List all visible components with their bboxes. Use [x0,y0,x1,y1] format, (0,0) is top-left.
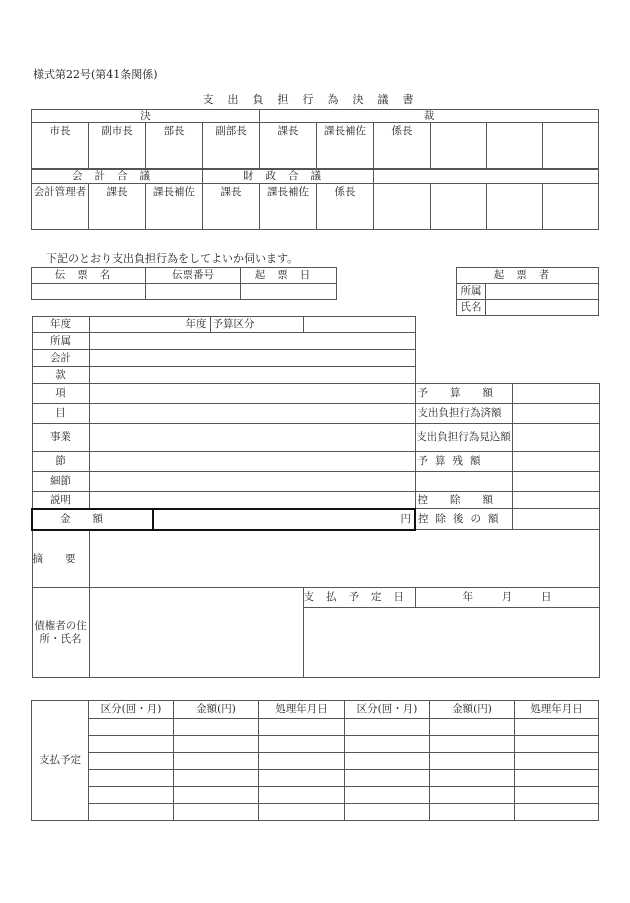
schedule-cell[interactable] [174,804,259,821]
payment-schedule-table [31,700,599,821]
drafter-dept-label: 所属 [457,284,486,300]
remaining-budget-field[interactable] [512,452,599,472]
subnode-field[interactable] [89,472,415,492]
schedule-cell[interactable] [345,719,430,736]
payment-date-field[interactable] [415,588,599,608]
consult-stamp-cell[interactable] [487,184,543,230]
schedule-cell[interactable] [174,770,259,787]
consultation-blank-header [374,170,599,184]
creditor-field[interactable] [89,588,303,678]
description-field[interactable] [89,492,415,509]
deduction-field[interactable] [512,492,599,509]
schedule-cell[interactable] [89,753,174,770]
after-deduction-field[interactable] [512,509,599,530]
schedule-cell[interactable] [515,804,599,821]
subitem-field[interactable] [89,404,415,424]
document-title: 支出負担行為決議書 [202,93,428,106]
schedule-cell[interactable] [515,753,599,770]
approval-role-section-chief: 課長 [260,123,317,169]
node-field[interactable] [89,452,415,472]
voucher-date-label: 起票日 [241,268,337,284]
committed-amount-field[interactable] [512,404,599,424]
schedule-header-amount: 金額(円) [174,701,259,719]
voucher-number-field[interactable] [146,284,241,300]
consult-stamp-cell[interactable] [431,184,487,230]
schedule-cell[interactable] [174,736,259,753]
approval-role-unit-chief: 係長 [374,123,431,169]
drafter-table [456,267,599,316]
budget-amount-field[interactable] [512,384,599,404]
drafter-header: 起票者 [457,268,599,284]
budget-division-field[interactable] [303,317,415,333]
schedule-cell[interactable] [89,787,174,804]
fiscal-year-label: 年度 [32,317,89,333]
payment-schedule-label: 支払予定 [32,701,89,821]
approval-role-mayor: 市長 [32,123,89,169]
schedule-cell[interactable] [430,787,515,804]
schedule-row [32,770,599,787]
remarks-label: 摘要 [32,530,89,588]
consult-role-assistant-chief: 課長補佐 [146,184,203,230]
finance-consultation-header: 財政合議 [203,170,374,184]
approval-table [31,109,599,169]
budget-table [31,316,600,678]
schedule-cell[interactable] [259,787,345,804]
voucher-table [31,267,337,300]
section-field[interactable] [89,367,415,384]
account-field[interactable] [89,350,415,367]
remarks-field[interactable] [89,530,599,588]
item-field[interactable] [89,384,415,404]
item-label: 項 [32,384,89,404]
approval-header-right: 裁 [260,110,599,123]
schedule-row [32,787,599,804]
consult-stamp-cell[interactable] [374,184,431,230]
schedule-cell[interactable] [259,736,345,753]
project-field[interactable] [89,424,415,452]
schedule-cell[interactable] [345,770,430,787]
schedule-cell[interactable] [89,719,174,736]
schedule-header-processing-date: 処理年月日 [259,701,345,719]
committed-amount-label: 支出負担行為済額 [415,404,512,424]
approval-stamp-cell[interactable] [431,123,487,169]
drafter-name-field[interactable] [486,300,599,316]
node-label: 節 [32,452,89,472]
schedule-cell[interactable] [515,787,599,804]
subnode-label: 細節 [32,472,89,492]
schedule-cell[interactable] [89,804,174,821]
consult-role-finance-assistant: 課長補佐 [260,184,317,230]
request-notice: 下記のとおり支出負担行為をしてよいか伺います。 [46,252,299,265]
schedule-cell[interactable] [430,770,515,787]
subitem-label: 目 [32,404,89,424]
subnode-extra-field[interactable] [512,472,599,492]
amount-field[interactable]: 円 [153,509,415,530]
consult-stamp-cell[interactable] [543,184,599,230]
project-label: 事業 [32,424,89,452]
schedule-cell[interactable] [174,787,259,804]
consult-role-unit-chief: 係長 [317,184,374,230]
schedule-header-amount-2: 金額(円) [430,701,515,719]
drafter-name-label: 氏名 [457,300,486,316]
schedule-row [32,736,599,753]
fiscal-year-field[interactable]: 年度 [89,317,210,333]
approval-header-left: 決 [32,110,260,123]
payment-year-label: 年 [462,591,474,604]
schedule-cell[interactable] [259,719,345,736]
schedule-cell[interactable] [430,804,515,821]
voucher-number-label: 伝票番号 [146,268,241,284]
voucher-date-field[interactable] [241,284,337,300]
schedule-cell[interactable] [89,736,174,753]
creditor-label: 債権者の住所・氏名 [32,588,89,678]
approval-role-assistant-chief: 課長補佐 [317,123,374,169]
consultation-table [31,169,599,230]
schedule-header-processing-date-2: 処理年月日 [515,701,599,719]
schedule-cell[interactable] [430,736,515,753]
consult-role-finance-chief: 課長 [203,184,260,230]
consult-role-section-chief: 課長 [89,184,146,230]
form-number: 様式第22号(第41条関係) [33,68,158,81]
section-label: 款 [32,367,89,384]
remaining-budget-label: 予算残額 [415,452,512,472]
approval-stamp-cell[interactable] [487,123,543,169]
description-label: 説明 [32,492,89,509]
drafter-dept-field[interactable] [486,284,599,300]
schedule-row [32,753,599,770]
schedule-cell[interactable] [515,770,599,787]
accounting-consultation-header: 会計合議 [32,170,203,184]
approval-role-director: 部長 [146,123,203,169]
approval-role-deputy-director: 副部長 [203,123,260,169]
schedule-cell[interactable] [515,736,599,753]
schedule-header-division: 区分(回・月) [89,701,174,719]
budget-amount-label: 予算額 [415,384,512,404]
budget-division-label: 予算区分 [210,317,303,333]
creditor-extra-field[interactable] [303,608,599,678]
schedule-cell[interactable] [430,719,515,736]
after-deduction-label: 控除後の額 [415,509,512,530]
schedule-cell[interactable] [345,736,430,753]
payment-month-label: 月 [501,591,513,604]
schedule-cell[interactable] [345,804,430,821]
voucher-name-label: 伝票名 [32,268,146,284]
approval-role-vice-mayor: 副市長 [89,123,146,169]
schedule-cell[interactable] [259,770,345,787]
schedule-header-division-2: 区分(回・月) [345,701,430,719]
schedule-cell[interactable] [345,753,430,770]
account-label: 会計 [32,350,89,367]
payment-day-label: 日 [540,591,552,604]
department-field[interactable] [89,333,415,350]
schedule-cell[interactable] [259,753,345,770]
approval-stamp-cell[interactable] [543,123,599,169]
schedule-row [32,804,599,821]
amount-label: 金額 [32,509,153,530]
schedule-cell[interactable] [259,804,345,821]
consult-role-accounting-manager: 会計管理者 [32,184,89,230]
payment-date-label: 支払予定日 [303,588,415,608]
department-label: 所属 [32,333,89,350]
schedule-cell[interactable] [430,753,515,770]
schedule-row [32,719,599,736]
schedule-cell[interactable] [174,719,259,736]
schedule-cell[interactable] [174,753,259,770]
projected-amount-field[interactable] [512,424,599,452]
voucher-name-field[interactable] [32,284,146,300]
deduction-label: 控除額 [415,492,512,509]
projected-amount-label: 支出負担行為見込額 [415,424,512,452]
schedule-cell[interactable] [89,770,174,787]
schedule-cell[interactable] [515,719,599,736]
schedule-cell[interactable] [345,787,430,804]
